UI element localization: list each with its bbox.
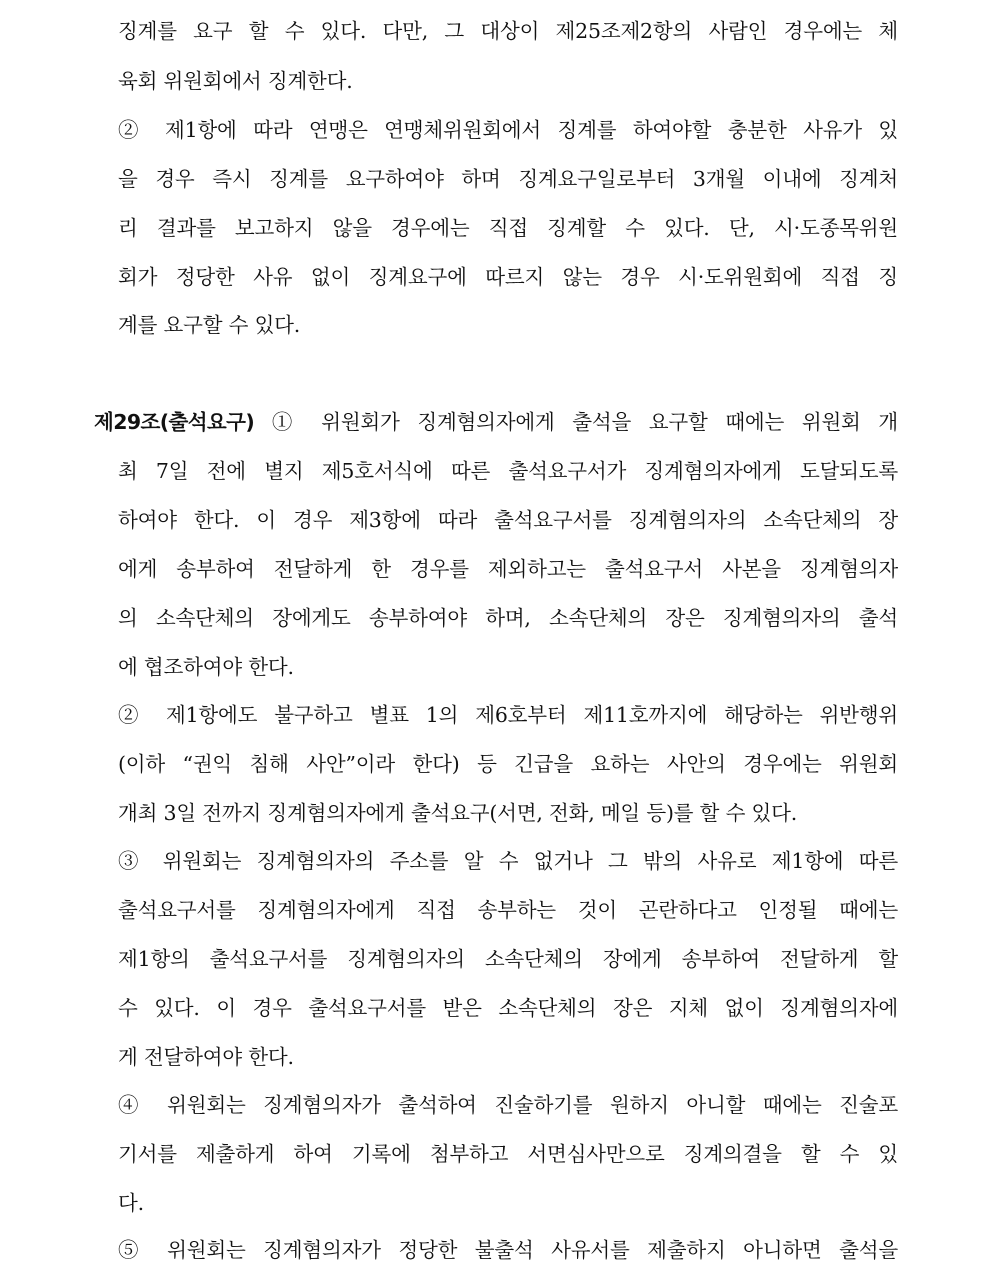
text-line: (이하 “권익 침해 사안”이라 한다) 등 긴급을 요하는 사안의 경우에는 위원회 xyxy=(118,752,898,776)
text-line: 을 경우 즉시 징계를 요구하여야 하며 징계요구일로부터 3개월 이내에 징계처 xyxy=(118,167,898,191)
text-line: 에 협조하여야 한다. xyxy=(118,655,294,679)
text-line: 에게 송부하여 전달하게 한 경우를 제외하고는 출석요구서 사본을 징계혐의자 xyxy=(118,557,898,581)
text-line: 회가 정당한 사유 없이 징계요구에 따르지 않는 경우 시·도위원회에 직접 징 xyxy=(118,265,898,289)
text-line: 개최 3일 전까지 징계혐의자에게 출석요구(서면, 전화, 메일 등)를 할 수 있다. xyxy=(118,801,798,825)
text-line: 계를 요구할 수 있다. xyxy=(118,313,301,337)
text-line: 육회 위원회에서 징계한다. xyxy=(118,69,353,93)
article-first-line xyxy=(94,404,898,440)
text-line: 출석요구서를 징계혐의자에게 직접 송부하는 것이 곤란하다고 인정될 때에는 xyxy=(118,898,898,922)
article-heading: 제29조(출석요구) xyxy=(94,410,255,434)
text-line: ③ 위원회는 징계혐의자의 주소를 알 수 없거나 그 밖의 사유로 제1항에 따른 xyxy=(118,849,898,873)
text-line: ④ 위원회는 징계혐의자가 출석하여 진술하기를 원하지 아니할 때에는 진술포 xyxy=(118,1093,898,1117)
text-line: ⑤ 위원회는 징계혐의자가 정당한 불출석 사유서를 제출하지 아니하면 출석을 xyxy=(118,1238,898,1262)
text-line: 기서를 제출하게 하여 기록에 첨부하고 서면심사만으로 징계의결을 할 수 있 xyxy=(118,1142,898,1166)
text-line: 수 있다. 이 경우 출석요구서를 받은 소속단체의 장은 지체 없이 징계혐의자에 xyxy=(118,996,898,1020)
text-line: 다. xyxy=(118,1191,144,1215)
text-line: ① 위원회가 징계혐의자에게 출석을 요구할 때에는 위원회 개 xyxy=(271,410,898,434)
text-line: 제1항의 출석요구서를 징계혐의자의 소속단체의 장에게 송부하여 전달하게 할 xyxy=(118,947,898,971)
text-line: 의 소속단체의 장에게도 송부하여야 하며, 소속단체의 장은 징계혐의자의 출석 xyxy=(118,606,898,630)
text-line: 게 전달하여야 한다. xyxy=(118,1045,294,1069)
text-line: ② 제1항에도 불구하고 별표 1의 제6호부터 제11호까지에 해당하는 위반행위 xyxy=(118,703,898,727)
text-line: 하여야 한다. 이 경우 제3항에 따라 출석요구서를 징계혐의자의 소속단체의 장 xyxy=(118,508,898,532)
text-line: 징계를 요구 할 수 있다. 다만, 그 대상이 제25조제2항의 사람인 경우에는 체 xyxy=(118,19,898,43)
text-line: 리 결과를 보고하지 않을 경우에는 직접 징계할 수 있다. 단, 시·도종목위원 xyxy=(118,216,898,240)
text-line: ② 제1항에 따라 연맹은 연맹체위원회에서 징계를 하여야할 충분한 사유가 있 xyxy=(118,118,898,142)
text-line: 최 7일 전에 별지 제5호서식에 따른 출석요구서가 징계혐의자에게 도달되도록 xyxy=(118,459,898,483)
